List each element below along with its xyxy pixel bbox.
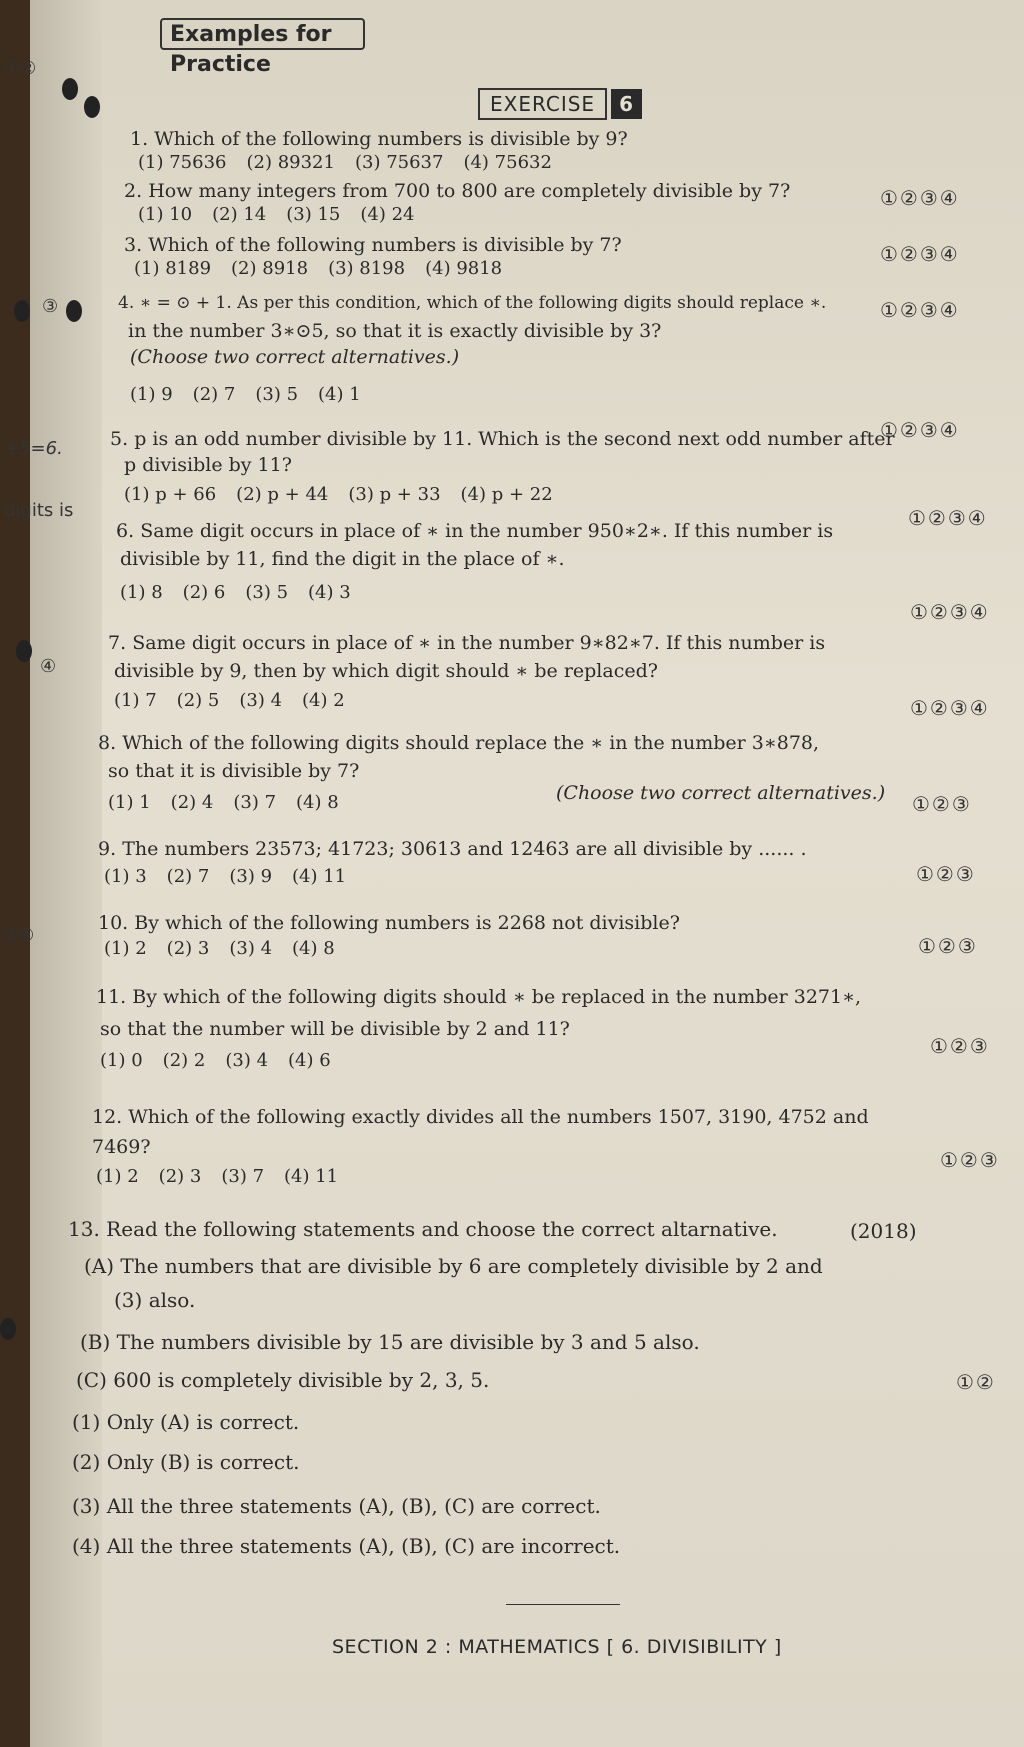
question-4: 4. ∗ = ⊙ + 1. As per this condition, which of the following digits should replace ∗. <box>118 293 827 313</box>
exercise-title: EXERCISE <box>478 88 607 120</box>
exercise-label <box>478 92 642 116</box>
margin-circle-4: ④ <box>40 656 57 677</box>
question-12-options: (1) 2 (2) 3 (3) 7 (4) 11 <box>96 1166 339 1187</box>
question-13: 13. Read the following statements and choose the correct altarnative. <box>68 1217 778 1241</box>
margin-dot <box>66 300 82 322</box>
page-footer: SECTION 2 : MATHEMATICS [ 6. DIVISIBILITY ] <box>332 1636 782 1658</box>
section-header: Examples for Practice <box>160 18 365 50</box>
question-4-line2: in the number 3∗⊙5, so that it is exactly divisible by 3? <box>128 320 662 342</box>
margin-dot <box>84 96 100 118</box>
margin-circles-top: ①② <box>4 58 37 79</box>
question-11: 11. By which of the following digits should ∗ be replaced in the number 3271∗, <box>96 986 862 1008</box>
question-2: 2. How many integers from 700 to 800 are completely divisible by 7? <box>124 180 791 202</box>
question-8: 8. Which of the following digits should replace the ∗ in the number 3∗878, <box>98 732 820 754</box>
question-4-options: (1) 9 (2) 7 (3) 5 (4) 1 <box>130 384 361 405</box>
option-13-3: (3) All the three statements (A), (B), (C) are correct. <box>72 1494 601 1518</box>
question-6-line2: divisible by 11, find the digit in the place of ∗. <box>120 548 565 570</box>
question-9: 9. The numbers 23573; 41723; 30613 and 12463 are all divisible by ...... . <box>98 838 807 860</box>
question-8-note: (Choose two correct alternatives.) <box>556 782 886 804</box>
answer-bubbles-11: ①②③ <box>930 1034 990 1058</box>
answer-bubbles-7: ①②③④ <box>910 696 990 720</box>
answer-bubbles-9: ①②③ <box>916 862 976 886</box>
question-5-line2: p divisible by 11? <box>124 454 292 476</box>
exercise-number: 6 <box>611 89 642 119</box>
question-4-note: (Choose two correct alternatives.) <box>130 346 460 368</box>
question-6: 6. Same digit occurs in place of ∗ in the number 950∗2∗. If this number is <box>116 520 834 542</box>
question-3-options: (1) 8189 (2) 8918 (3) 8198 (4) 9818 <box>134 258 503 279</box>
statement-c: (C) 600 is completely divisible by 2, 3, 5. <box>76 1368 490 1392</box>
question-3: 3. Which of the following numbers is divisible by 7? <box>124 234 622 256</box>
margin-dot <box>14 300 30 322</box>
option-13-2: (2) Only (B) is correct. <box>72 1450 300 1474</box>
left-page-edge <box>30 0 102 1747</box>
question-1-options: (1) 75636 (2) 89321 (3) 75637 (4) 75632 <box>138 152 552 173</box>
margin-circle-3: ③ <box>42 296 59 317</box>
margin-dot <box>0 1318 16 1340</box>
answer-bubbles-3: ①②③④ <box>880 298 960 322</box>
question-8-line2: so that it is divisible by 7? <box>108 760 360 782</box>
question-12-line2: 7469? <box>92 1136 151 1158</box>
answer-bubbles-2: ①②③④ <box>880 242 960 266</box>
question-11-options: (1) 0 (2) 2 (3) 4 (4) 6 <box>100 1050 331 1071</box>
answer-bubbles-5: ①②③④ <box>908 506 988 530</box>
answer-bubbles-6: ①②③④ <box>910 600 990 624</box>
margin-circles-34: ③④ <box>2 925 35 946</box>
answer-bubbles-4: ①②③④ <box>880 418 960 442</box>
question-5: 5. p is an odd number divisible by 11. Which is the second next odd number after <box>110 428 895 450</box>
statement-a-cont: (3) also. <box>114 1288 196 1312</box>
margin-note-digits: digits is <box>4 500 74 521</box>
question-1: 1. Which of the following numbers is divisible by 9? <box>130 128 628 150</box>
question-11-line2: so that the number will be divisible by 2 and 11? <box>100 1018 570 1040</box>
margin-note-equation: +5=6. <box>4 438 63 459</box>
answer-bubbles-1: ①②③④ <box>880 186 960 210</box>
answer-bubbles-12: ①②③ <box>940 1148 1000 1172</box>
margin-dot <box>16 640 32 662</box>
question-10: 10. By which of the following numbers is 2268 not divisible? <box>98 912 680 934</box>
answer-bubbles-13: ①② <box>956 1370 996 1394</box>
statement-b: (B) The numbers divisible by 15 are divisible by 3 and 5 also. <box>80 1330 700 1354</box>
question-2-options: (1) 10 (2) 14 (3) 15 (4) 24 <box>138 204 415 225</box>
question-8-options: (1) 1 (2) 4 (3) 7 (4) 8 <box>108 792 339 813</box>
margin-dot <box>62 78 78 100</box>
question-10-options: (1) 2 (2) 3 (3) 4 (4) 8 <box>104 938 335 959</box>
option-13-4: (4) All the three statements (A), (B), (C) are incorrect. <box>72 1534 621 1558</box>
question-12: 12. Which of the following exactly divides all the numbers 1507, 3190, 4752 and <box>92 1106 869 1128</box>
answer-bubbles-8: ①②③ <box>912 792 972 816</box>
question-7-options: (1) 7 (2) 5 (3) 4 (4) 2 <box>114 690 345 711</box>
statement-a: (A) The numbers that are divisible by 6 are completely divisible by 2 and <box>84 1254 823 1278</box>
question-9-options: (1) 3 (2) 7 (3) 9 (4) 11 <box>104 866 347 887</box>
question-6-options: (1) 8 (2) 6 (3) 5 (4) 3 <box>120 582 351 603</box>
option-13-1: (1) Only (A) is correct. <box>72 1410 300 1434</box>
question-7: 7. Same digit occurs in place of ∗ in the number 9∗82∗7. If this number is <box>108 632 826 654</box>
question-7-line2: divisible by 9, then by which digit should ∗ be replaced? <box>114 660 658 682</box>
question-13-year: (2018) <box>850 1219 917 1243</box>
question-5-options: (1) p + 66 (2) p + 44 (3) p + 33 (4) p + 22 <box>124 484 553 505</box>
end-rule <box>506 1604 620 1605</box>
answer-bubbles-10: ①②③ <box>918 934 978 958</box>
